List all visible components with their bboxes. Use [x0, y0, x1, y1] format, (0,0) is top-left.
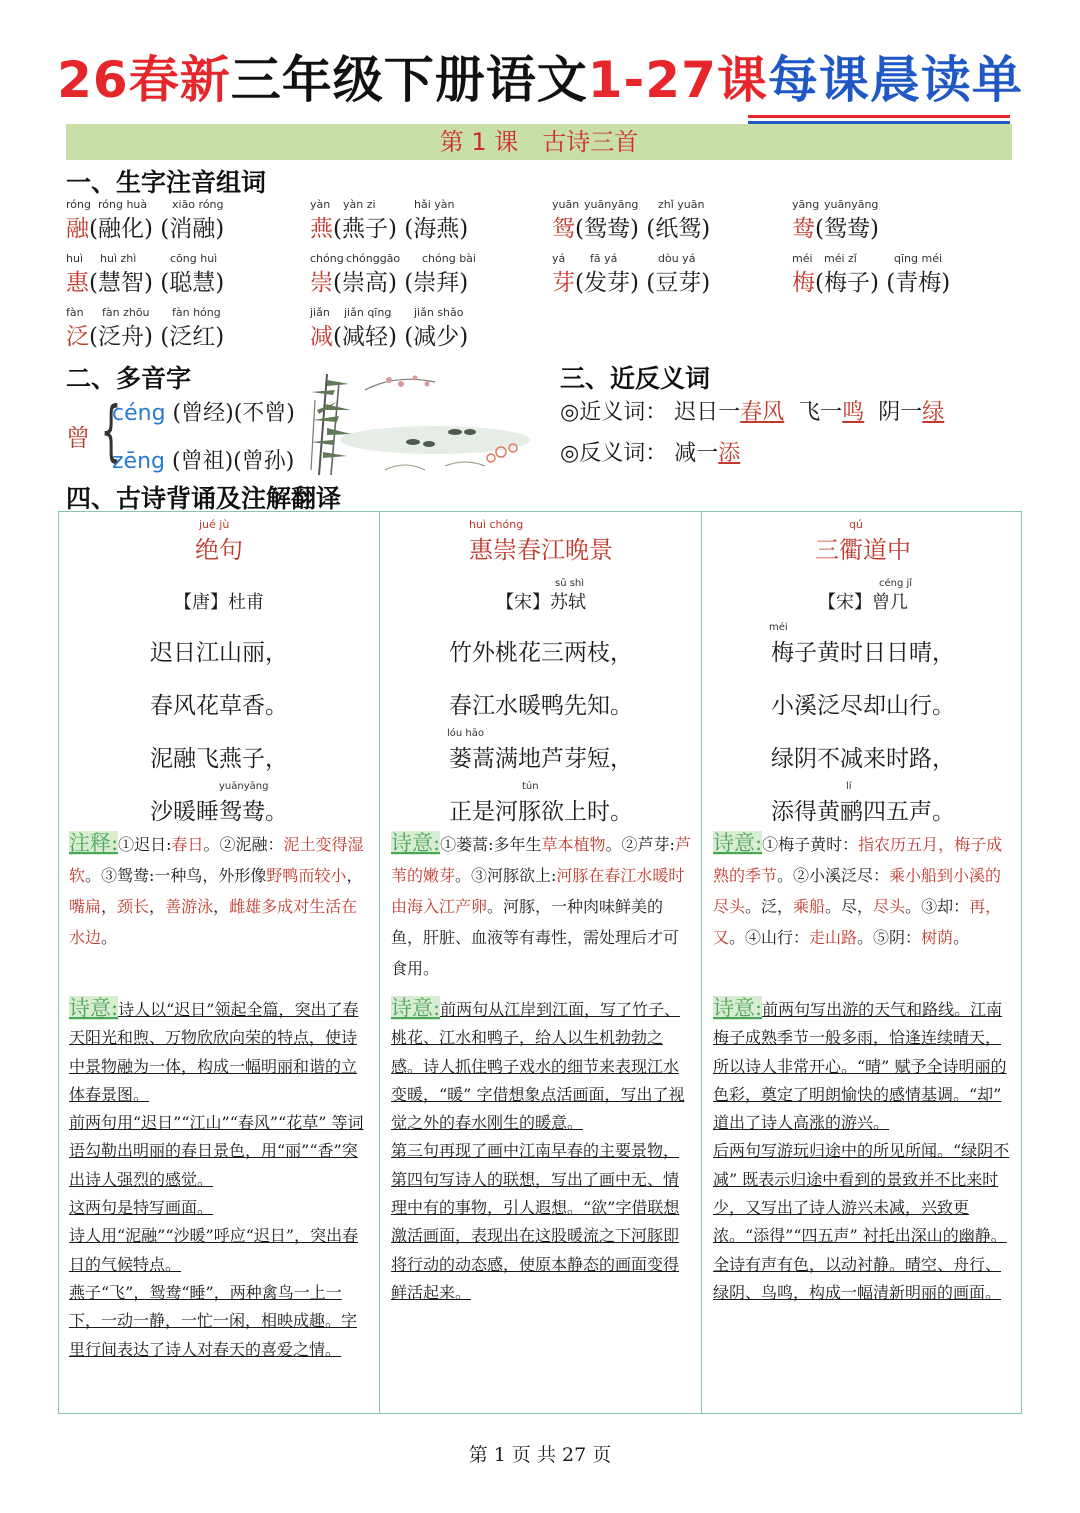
page-header-title [0, 40, 1080, 120]
vocab-char: 泛 [66, 324, 89, 350]
vocab-line [552, 210, 710, 243]
vocab-words: (鸳鸯) [815, 216, 879, 242]
section-title-polyphone: 二、多音字 [66, 364, 192, 393]
poem-line: 沙暖睡鸳鸯。 [150, 799, 288, 825]
poem-notes [69, 828, 369, 953]
note-fragment: 颈长 [117, 897, 150, 916]
vocab-pinyin: qīng méi [894, 252, 943, 265]
poem-line: 泥融飞燕子， [150, 746, 288, 772]
poem-line: 竹外桃花三两枝， [449, 640, 633, 666]
vocab-line [310, 210, 468, 243]
meaning-text: 诗人用“泥融”“沙暖”呼应“迟日”，突出春日的气候特点。 [69, 1226, 359, 1274]
note-fragment: ①梅子黄时： [762, 835, 859, 854]
note-fragment: 雌雄多成对生活在水边 [69, 897, 358, 947]
vocab-pinyin: yuānyāng [824, 198, 879, 211]
meaning-paragraph [713, 1137, 1013, 1307]
note-fragment: 再，又 [713, 897, 1002, 947]
poem-line-pinyin: méi [769, 622, 788, 633]
poem-column [703, 512, 1023, 1413]
antonym-label: ◎反义词： [560, 441, 668, 466]
note-fragment: 。尽， [825, 897, 874, 916]
synonym-b-3: 绿 [922, 400, 945, 425]
note-fragment: ， [149, 897, 166, 916]
vocab-item [552, 252, 792, 302]
polyphone-row-2 [112, 444, 294, 475]
synonym-a-1: 迟日一 [674, 400, 741, 425]
polyphone-row-1 [112, 396, 295, 427]
vocab-item [310, 306, 550, 356]
poem-line: 小溪泛尽却山行。 [771, 693, 955, 719]
note-fragment: 。④山行： [729, 928, 810, 947]
header-part-2: 三年级下册语文 [230, 51, 588, 109]
antonym-a-1: 减一 [674, 441, 719, 466]
vocab-pinyin: huì zhì [100, 252, 137, 265]
notes-label: 注释: [69, 831, 119, 855]
vocab-words: (发芽) (豆芽) [575, 270, 711, 296]
vocab-item [66, 252, 306, 302]
poem-meaning [69, 994, 369, 1364]
meaning-paragraph [69, 1194, 369, 1222]
poem-author: 【唐】杜甫 [174, 592, 264, 613]
meaning-text: 前两句用“迟日”“江山”“春风”“花草” 等词语勾勒出明丽的春日景色，用“丽”“香”突出诗人强烈的感觉。 [69, 1113, 364, 1189]
note-fragment: 河豚在春江水暖时由海入江产卵 [391, 866, 685, 916]
ink-painting-illustration [305, 370, 530, 478]
poem-line-pinyin: lí [846, 781, 852, 792]
vocab-pinyin: róng huà [98, 198, 148, 211]
poem-title: 绝句 [195, 536, 243, 564]
vocab-pinyin: xiāo róng [172, 198, 224, 211]
vocab-line [310, 318, 468, 351]
column-divider [701, 512, 702, 1413]
note-fragment: 泥土变得湿软 [69, 835, 364, 885]
vocab-item [792, 198, 1032, 248]
section-title-poems: 四、古诗背诵及注解翻译 [66, 484, 342, 513]
vocab-words: (慧智) (聪慧) [89, 270, 225, 296]
vocab-line [310, 264, 468, 297]
vocab-pinyin: fàn hóng [172, 306, 221, 319]
vocab-pinyin: yāng [792, 198, 820, 211]
vocab-line [552, 264, 710, 297]
polyphone-char: 曾 [66, 424, 90, 452]
vocab-pinyin: fàn zhōu [102, 306, 150, 319]
meaning-paragraph [69, 1222, 369, 1279]
meaning-text: 燕子“飞”，鸳鸯“睡”，两种禽鸟一上一下，一动一静，一忙一闲，相映成趣。字里行间表达了诗人对春天的喜爱之情。 [69, 1282, 358, 1359]
note-fragment: 乘小船到小溪的尽头 [713, 866, 1002, 916]
note-fragment: 芦苇的嫩芽 [391, 835, 691, 885]
poem-column [59, 512, 379, 1413]
meaning-text: 前两句写出游的天气和路线。江南梅子成熟季节一般多雨，恰逢连续晴天，所以诗人非常开心。“晴” 赋予全诗明丽的色彩，奠定了明朗愉快的感情基调。“却” 道出了诗人高涨的游兴。 [713, 1000, 1007, 1133]
note-fragment: ①蒌蒿:多年生 [440, 835, 542, 854]
meaning-label: 诗意: [391, 996, 441, 1020]
vocab-pinyin: chóng bài [422, 252, 476, 265]
poem-author-pinyin: céng jǐ [879, 578, 913, 589]
note-fragment: 。泛， [745, 897, 794, 916]
note-fragment: 走山路 [809, 928, 858, 947]
poem-line: 春江水暖鸭先知。 [449, 693, 633, 719]
synonym-b-1: 春风 [740, 400, 785, 425]
note-fragment: 善游泳 [165, 897, 214, 916]
poem-column [381, 512, 701, 1413]
poem-line-pinyin: yuānyāng [219, 781, 269, 792]
vocab-pinyin: dòu yá [658, 252, 696, 265]
poem-line: 添得黄鹂四五声。 [771, 799, 955, 825]
meaning-label: 诗意: [713, 996, 763, 1020]
polyphone-words-1: (曾经)(不曾) [172, 401, 295, 426]
vocab-item [66, 306, 306, 356]
note-fragment: 。 [101, 928, 118, 947]
vocab-pinyin: méi zǐ [824, 252, 857, 265]
vocab-pinyin: jiǎn qīng [344, 306, 392, 319]
meaning-paragraph [69, 1279, 369, 1364]
vocab-line [66, 318, 224, 351]
note-fragment: 春日 [171, 835, 204, 854]
meaning-paragraph [391, 1137, 691, 1307]
vocab-char: 鸳 [552, 216, 575, 242]
meaning-paragraph [69, 1109, 369, 1194]
vocab-pinyin: jiǎn [310, 306, 330, 319]
header-underline-red [748, 115, 1010, 118]
vocab-pinyin: zhǐ yuān [658, 198, 705, 211]
vocab-words: (鸳鸯) (纸鸳) [575, 216, 711, 242]
polyphone-words-2: (曾祖)(曾孙) [172, 449, 295, 474]
synonym-a-3: 阴一 [878, 400, 923, 425]
vocab-char: 梅 [792, 270, 815, 296]
meaning-text: 诗人以“迟日”领起全篇，突出了春天阳光和煦、万物欣欣向荣的特点，使诗中景物融为一体，构成一幅明丽和谐的立体春景图。 [69, 1000, 359, 1104]
note-fragment: 树荫 [921, 928, 954, 947]
meaning-paragraph [713, 994, 1013, 1137]
vocab-pinyin: yàn [310, 198, 331, 211]
vocab-pinyin: yá [552, 252, 566, 265]
poem-line: 正是河豚欲上时。 [449, 799, 633, 825]
vocab-line [792, 210, 879, 243]
vocab-pinyin: chónggāo [346, 252, 401, 265]
vocab-pinyin: yuānyāng [584, 198, 639, 211]
brace-icon: { [100, 392, 122, 469]
note-fragment: 草本植物 [541, 835, 606, 854]
poem-author: 【宋】苏轼 [496, 592, 586, 613]
poem-line-pinyin: lóu hāo [447, 728, 484, 739]
note-fragment: 。⑤阴： [857, 928, 922, 947]
synonym-a-2: 飞一 [798, 400, 843, 425]
vocab-char: 崇 [310, 270, 333, 296]
note-fragment: ， [346, 866, 363, 885]
poem-author: 【宋】曾几 [818, 592, 908, 613]
poem-author-pinyin: sū shì [555, 578, 585, 589]
synonym-row [560, 395, 944, 426]
vocab-pinyin: yuān [552, 198, 580, 211]
header-part-4: 每课晨读单 [767, 51, 1023, 109]
poem-notes [391, 828, 691, 984]
poem-meaning [391, 994, 691, 1307]
note-fragment: 乘船 [793, 897, 826, 916]
vocab-char: 鸯 [792, 216, 815, 242]
vocab-line [66, 264, 224, 297]
page-footer: 第 1 页 共 27 页 [468, 1444, 612, 1466]
vocab-char: 减 [310, 324, 333, 350]
vocab-pinyin: méi [792, 252, 813, 265]
note-fragment: 。③鸳鸯:一种鸟，外形像 [85, 866, 267, 885]
vocab-words: (泛舟) (泛红) [89, 324, 225, 350]
poem-line: 梅子黄时日日晴， [771, 640, 955, 666]
note-fragment: 指农历五月，梅子成熟的季节 [713, 835, 1003, 885]
synonym-b-2: 鸣 [842, 400, 865, 425]
note-fragment: 野鸭而较小 [266, 866, 347, 885]
vocab-pinyin: chóng [310, 252, 344, 265]
note-fragment: 。河豚，一种肉味鲜美的鱼，肝脏、血液等有毒性，需处理后才可食用。 [391, 897, 680, 978]
poem-line: 绿阴不减来时路， [771, 746, 955, 772]
note-fragment: ， [213, 897, 230, 916]
meaning-text: 后两句写游玩归途中的所见所闻。“绿阴不减” 既表示归途中看到的景致并不比来时少，又写出了诗人游兴未减，兴致更浓。“添得”“四五声” 衬托出深山的幽静。全诗有声有色，以动衬静。晴空、舟行、绿阴、鸟鸣，构成一幅清新明丽的画面。 [713, 1141, 1010, 1302]
vocab-item [310, 198, 550, 248]
note-fragment: 嘴扁 [69, 897, 102, 916]
vocab-pinyin: róng [66, 198, 91, 211]
section-title-synonyms: 三、近反义词 [560, 364, 711, 393]
lesson-banner: 第 1 课 古诗三首 [66, 124, 1012, 160]
meaning-paragraph [69, 994, 369, 1109]
poem-title-pinyin: qú [849, 518, 863, 531]
meaning-text: 前两句从江岸到江面，写了竹子、桃花、江水和鸭子，给人以生机勃勃之感。诗人抓住鸭子戏水的细节来表现江水变暖，“暖” 字借想象点活画面，写出了视觉之外的春水刚生的暖意。 [391, 1000, 685, 1133]
vocab-item [792, 252, 1032, 302]
vocab-pinyin: yàn zi [343, 198, 376, 211]
poem-notes [713, 828, 1013, 953]
note-fragment: 。③河豚欲上: [455, 866, 557, 885]
antonym-b-1: 添 [718, 441, 741, 466]
note-fragment: ①迟日: [118, 835, 172, 854]
note-fragment: 尽头 [873, 897, 906, 916]
note-fragment: 。②泥融： [203, 835, 284, 854]
vocab-words: (燕子) (海燕) [333, 216, 469, 242]
vocab-words: (梅子) (青梅) [815, 270, 951, 296]
poem-line: 蒌蒿满地芦芽短， [449, 746, 633, 772]
column-divider [379, 512, 380, 1413]
vocab-char: 芽 [552, 270, 575, 296]
note-fragment: 。 [953, 928, 970, 947]
note-fragment: 。②芦芽: [605, 835, 675, 854]
vocab-pinyin: hǎi yàn [414, 198, 455, 211]
note-fragment: 。②小溪泛尽： [777, 866, 890, 885]
header-part-3: 1-27课 [587, 51, 768, 109]
vocab-line [66, 210, 224, 243]
vocab-char: 融 [66, 216, 89, 242]
vocab-item [310, 252, 550, 302]
polyphone-pinyin-2: zēng [112, 449, 165, 474]
header-part-1: 26春新 [57, 51, 231, 109]
note-fragment: ， [101, 897, 118, 916]
vocab-words: (减轻) (减少) [333, 324, 469, 350]
poem-meaning [713, 994, 1013, 1307]
poem-line: 春风花草香。 [150, 693, 288, 719]
vocab-pinyin: cōng huì [170, 252, 218, 265]
vocab-char: 燕 [310, 216, 333, 242]
poem-title: 三衢道中 [815, 536, 911, 564]
notes-label: 诗意: [713, 831, 763, 855]
vocab-line [792, 264, 950, 297]
poem-table [58, 511, 1022, 1414]
vocab-item [66, 198, 306, 248]
poem-title-pinyin: jué jù [199, 518, 230, 531]
poem-title: 惠崇春江晚景 [469, 536, 613, 564]
meaning-text: 这两句是特写画面。 [69, 1198, 214, 1218]
vocab-pinyin: huì [66, 252, 83, 265]
poem-line-pinyin: tún [522, 781, 539, 792]
antonym-row [560, 436, 740, 467]
synonym-label: ◎近义词： [560, 400, 668, 425]
meaning-text: 第三句再现了画中江南早春的主要景物，第四句写诗人的联想，写出了画中无、情理中有的事物，引人遐想。“欲”字借联想激活画面，表现出在这股暖流之下河豚即将行动的动态感，使原本静态的画面变得鲜活起来。 [391, 1141, 680, 1302]
meaning-label: 诗意: [69, 996, 119, 1020]
vocab-char: 惠 [66, 270, 89, 296]
section-title-vocab: 一、生字注音组词 [66, 168, 267, 197]
note-fragment: 。③却： [905, 897, 970, 916]
poem-line: 迟日江山丽， [150, 640, 288, 666]
poem-title-pinyin: huì chóng [469, 518, 524, 531]
vocab-words: (崇高) (崇拜) [333, 270, 469, 296]
vocab-pinyin: jiǎn shǎo [414, 306, 464, 319]
notes-label: 诗意: [391, 831, 441, 855]
vocab-pinyin: fàn [66, 306, 84, 319]
vocab-pinyin: fā yá [590, 252, 618, 265]
vocab-item [552, 198, 792, 248]
polyphone-pinyin-1: céng [112, 401, 166, 426]
meaning-paragraph [391, 994, 691, 1137]
vocab-words: (融化) (消融) [89, 216, 225, 242]
